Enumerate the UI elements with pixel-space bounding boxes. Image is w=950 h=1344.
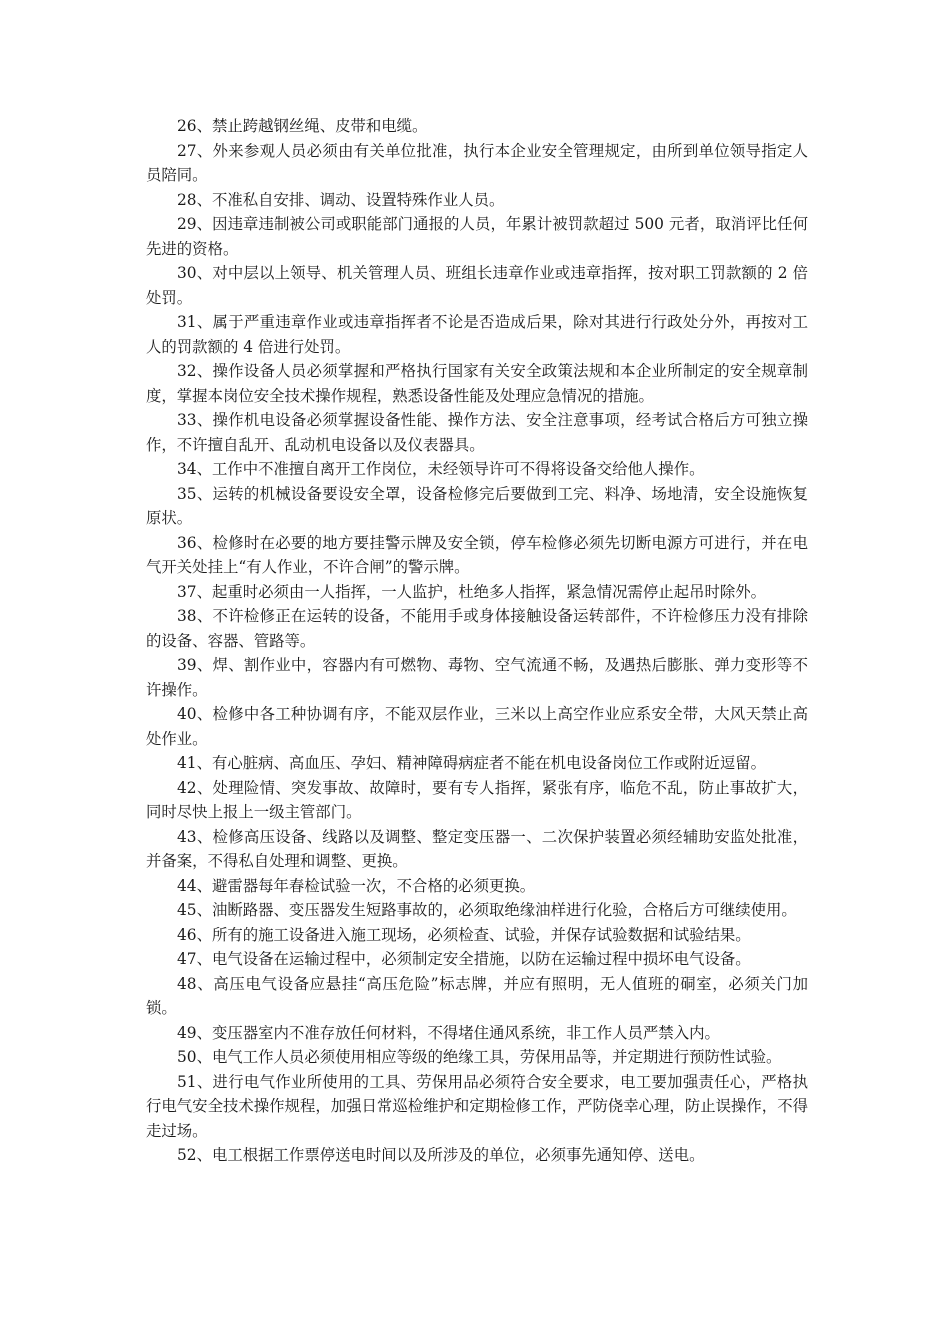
document-body [146, 114, 808, 1168]
rule-item-40: 40、检修中各工种协调有序，不能双层作业，三米以上高空作业应系安全带，大风天禁止高处作业。 [146, 705, 808, 748]
rule-item-35: 35、运转的机械设备要设安全罩，设备检修完后要做到工完、料净、场地清，安全设施恢复原状。 [146, 484, 808, 527]
rule-item-52: 52、电工根据工作票停送电时间以及所涉及的单位，必须事先通知停、送电。 [177, 1146, 705, 1164]
rule-item-29: 29、因违章违制被公司或职能部门通报的人员，年累计被罚款超过 500 元者，取消评比任何先进的资格。 [146, 215, 808, 258]
rule-item-27: 27、外来参观人员必须由有关单位批准，执行本企业安全管理规定，由所到单位领导指定人员陪同。 [146, 141, 808, 184]
rule-item-30: 30、对中层以上领导、机关管理人员、班组长违章作业或违章指挥，按对职工罚款额的 2 倍处罚。 [146, 264, 808, 307]
rule-item-36: 36、检修时在必要的地方要挂警示牌及安全锁，停车检修必须先切断电源方可进行，并在电气开关处挂上“有人作业，不许合闸”的警示牌。 [146, 533, 808, 576]
rule-item-51: 51、进行电气作业所使用的工具、劳保用品必须符合安全要求，电工要加强责任心，严格执行电气安全技术操作规程，加强日常巡检维护和定期检修工作，严防侥幸心理，防止误操作，不得走过场。 [146, 1072, 808, 1140]
rule-item-31: 31、属于严重违章作业或违章指挥者不论是否造成后果，除对其进行行政处分外，再按对工人的罚款额的 4 倍进行处罚。 [146, 313, 808, 356]
rule-item-47: 47、电气设备在运输过程中，必须制定安全措施，以防在运输过程中损坏电气设备。 [177, 950, 751, 968]
rule-item-48: 48、高压电气设备应悬挂“高压危险”标志牌，并应有照明，无人值班的硐室，必须关门加锁。 [146, 974, 808, 1017]
rule-item-42: 42、处理险情、突发事故、故障时，要有专人指挥，紧张有序，临危不乱，防止事故扩大，同时尽快上报上一级主管部门。 [146, 778, 808, 821]
rule-item-45: 45、油断路器、变压器发生短路事故的，必须取绝缘油样进行化验，合格后方可继续使用。 [177, 901, 797, 919]
rule-item-37: 37、起重时必须由一人指挥，一人监护，杜绝多人指挥，紧急情况需停止起吊时除外。 [177, 582, 767, 601]
rule-item-33: 33、操作机电设备必须掌握设备性能、操作方法、安全注意事项，经考试合格后方可独立操作，不许擅自乱开、乱动机电设备以及仪表器具。 [146, 411, 808, 454]
rule-item-28: 28、不准私自安排、调动、设置特殊作业人员。 [177, 190, 505, 209]
rule-item-32: 32、操作设备人员必须掌握和严格执行国家有关安全政策法规和本企业所制定的安全规章制度，掌握本岗位安全技术操作规程，熟悉设备性能及处理应急情况的措施。 [146, 362, 808, 405]
rule-item-26: 26、禁止跨越钢丝绳、皮带和电缆。 [177, 117, 428, 135]
rule-item-38: 38、不许检修正在运转的设备，不能用手或身体接触设备运转部件，不许检修压力没有排除的设备、容器、管路等。 [146, 607, 808, 650]
rule-item-41: 41、有心脏病、高血压、孕妇、精神障碍病症者不能在机电设备岗位工作或附近逗留。 [177, 754, 767, 772]
rule-item-39: 39、焊、割作业中，容器内有可燃物、毒物、空气流通不畅，及遇热后膨胀、弹力变形等不许操作。 [146, 656, 808, 699]
rule-item-43: 43、检修高压设备、线路以及调整、整定变压器一、二次保护装置必须经辅助安监处批准，并备案，不得私自处理和调整、更换。 [146, 827, 808, 870]
rule-item-49: 49、变压器室内不准存放任何材料，不得堵住通风系统，非工作人员严禁入内。 [177, 1023, 720, 1042]
rule-item-50: 50、电气工作人员必须使用相应等级的绝缘工具，劳保用品等，并定期进行预防性试验。 [177, 1048, 782, 1066]
rule-item-46: 46、所有的施工设备进入施工现场，必须检查、试验，并保存试验数据和试验结果。 [177, 925, 751, 944]
rule-item-44: 44、避雷器每年春检试验一次，不合格的必须更换。 [177, 876, 536, 895]
rule-item-34: 34、工作中不准擅自离开工作岗位，未经领导许可不得将设备交给他人操作。 [177, 460, 705, 478]
